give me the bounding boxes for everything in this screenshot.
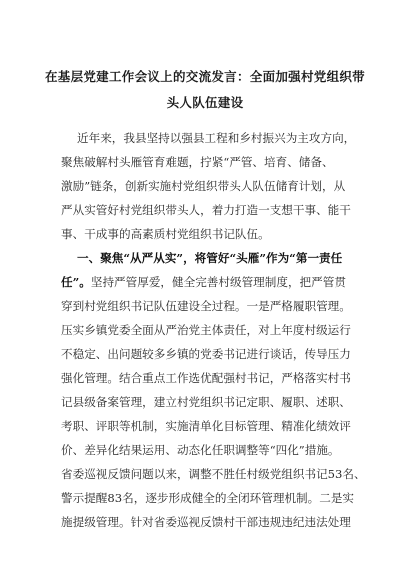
section-line-8: 价、差异化结果运用、动态化任职调整等“四化”措施。 [61, 443, 340, 457]
intro-line-1: 近年来，我县坚持以强县工程和乡村振兴为主攻方向， [77, 131, 356, 145]
section-line-3: 压实乡镇党委全面从严治党主体责任，对上年度村级运行 [61, 323, 351, 337]
intro-line-3: 激励”链条，创新实施村党组织带头人队伍储育计划，从 [61, 179, 346, 193]
intro-line-5: 事、干成事的高素质村党组织书记队伍。 [61, 227, 270, 241]
section-line-2: 穿到村党组织书记队伍建设全过程。一是严格履职管理。 [61, 299, 351, 313]
document-title-line-1: 在基层党建工作会议上的交流发言：全面加强村党组织带 [44, 69, 365, 84]
section-line-5: 强化管理。结合重点工作选优配强村书记，严格落实村书 [61, 371, 351, 385]
document-title-line-2: 头人队伍建设 [166, 95, 244, 110]
section-heading-cont: 任”。 [61, 275, 91, 289]
section-line-7: 考职、评职等机制，实施清单化目标管理、精准化绩效评 [61, 419, 351, 433]
section-line-4: 不稳定、出问题较多乡镇的党委书记进行谈话，传导压力 [61, 347, 351, 361]
section-line-11: 施提级管理。针对省委巡视反馈村干部违规违纪违法处理 [61, 515, 351, 529]
section-text-1: 坚持严管厚爱，健全完善村级管理制度，把严管贯 [90, 275, 346, 289]
section-line-9: 省委巡视反馈问题以来，调整不胜任村级党组织书记53名、 [61, 467, 366, 481]
intro-line-4: 严从实管好村党组织带头人，着力打造一支想干事、能干 [61, 203, 351, 217]
section-line-10: 警示提醒83名，逐步形成健全的全闭环管理机制。二是实 [61, 491, 355, 505]
section-heading: 一、聚焦“从严从实”，将管好“头雁”作为“第一责任 [77, 251, 343, 265]
section-heading-line [77, 251, 342, 266]
intro-line-2: 聚焦破解村头雁管育难题，拧紧“严管、培育、储备、 [61, 155, 334, 169]
section-line-1 [61, 275, 346, 290]
section-line-6: 记县级备案管理，建立村党组织书记定职、履职、述职、 [61, 395, 351, 409]
